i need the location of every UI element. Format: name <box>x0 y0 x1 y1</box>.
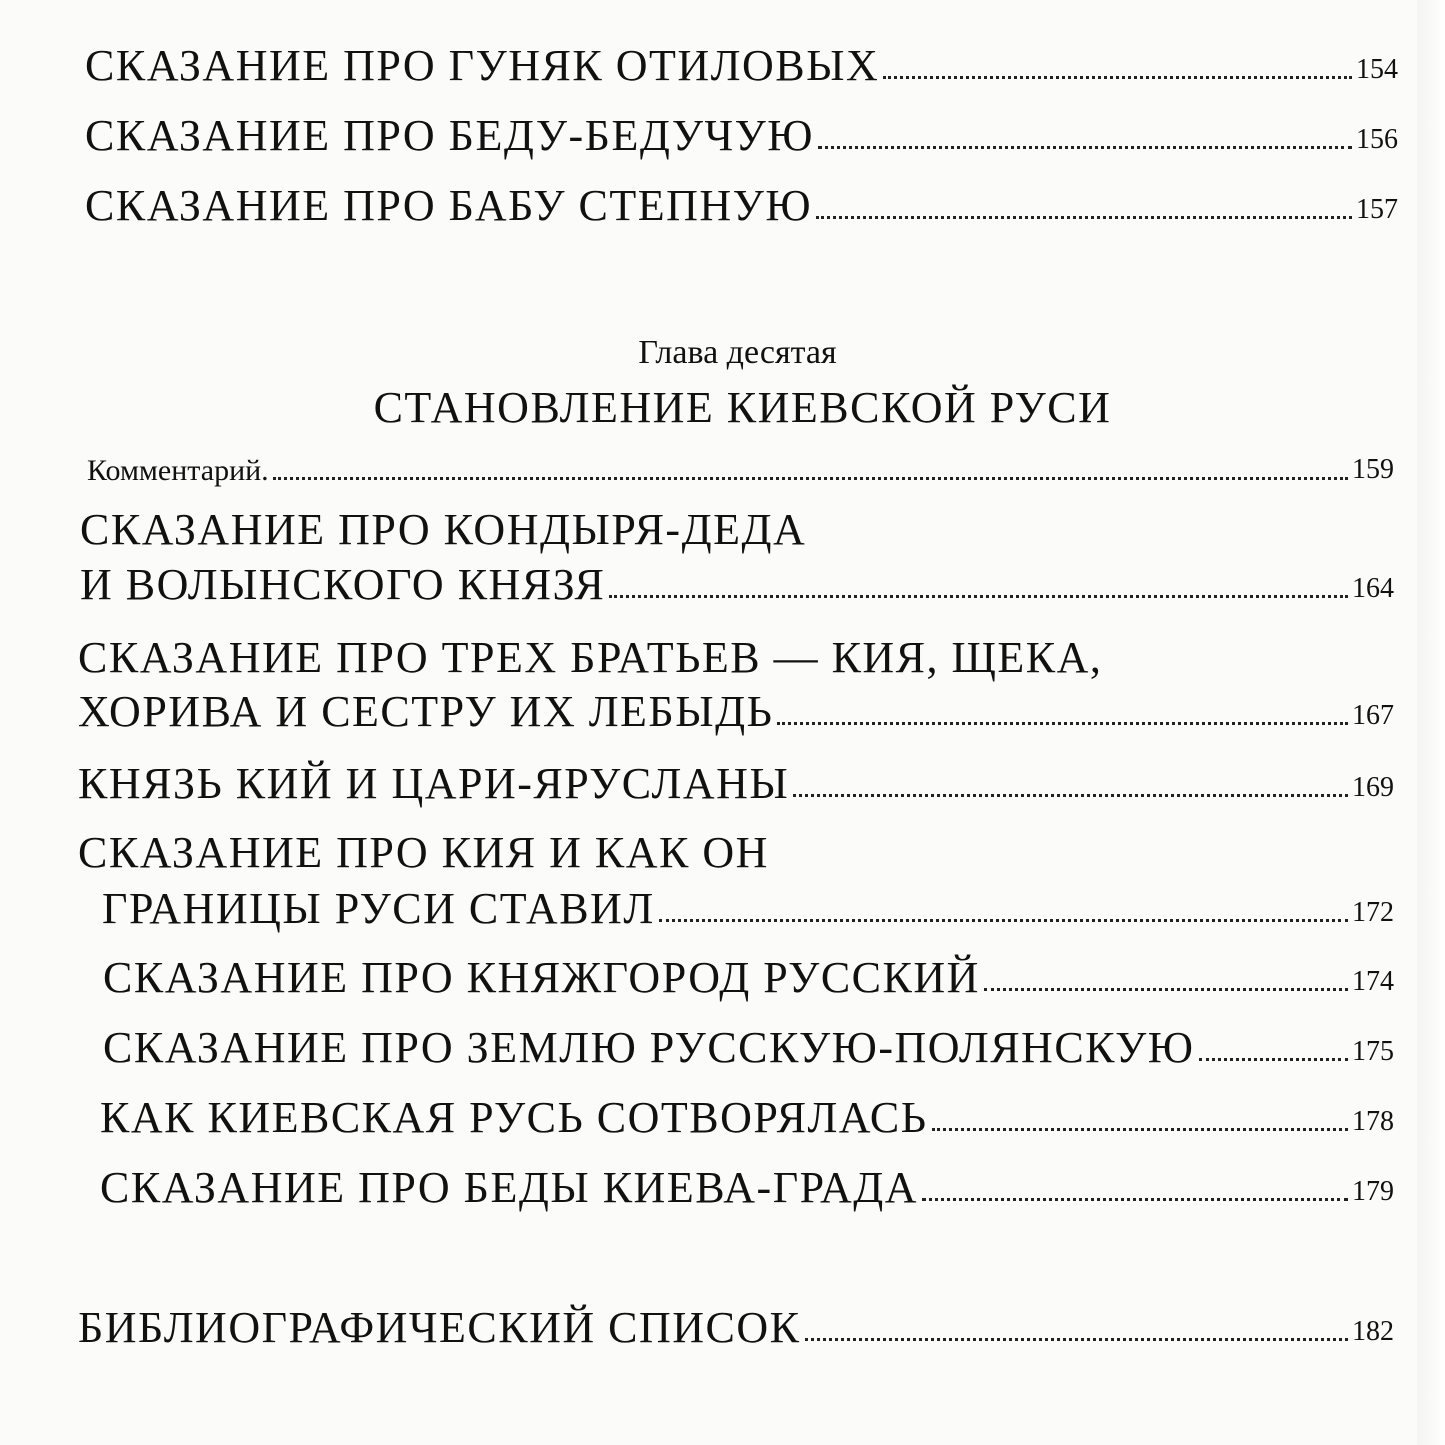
toc-entry-label: ХОРИВА И СЕСТРУ ИХ ЛЕБЫДЬ <box>78 687 774 736</box>
toc-page-number: 178 <box>1352 1106 1394 1137</box>
leader-dots <box>818 146 1352 149</box>
toc-entry-label: КНЯЗЬ КИЙ И ЦАРИ-ЯРУСЛАНЫ <box>78 759 790 808</box>
toc-page-number: 164 <box>1352 573 1394 604</box>
toc-entry-label: СКАЗАНИЕ ПРО БЕДУ-БЕДУЧУЮ <box>85 111 814 160</box>
leader-dots <box>805 1338 1348 1341</box>
toc-page-number: 156 <box>1356 124 1398 155</box>
toc-page-number: 169 <box>1352 772 1394 803</box>
toc-entry-line: СКАЗАНИЕ ПРО КОНДЫРЯ-ДЕДА <box>80 505 807 554</box>
toc-entry-commentary[interactable] <box>0 456 1394 486</box>
toc-entry-label: СКАЗАНИЕ ПРО ЗЕМЛЮ РУССКУЮ-ПОЛЯНСКУЮ <box>103 1023 1195 1072</box>
toc-entry-label: СКАЗАНИЕ ПРО ГУНЯК ОТИЛОВЫХ <box>85 41 880 90</box>
toc-entry-knyazhgorod[interactable] <box>0 953 1394 1002</box>
toc-entry-label: СКАЗАНИЕ ПРО КНЯЖГОРОД РУССКИЙ <box>103 953 980 1002</box>
leader-dots <box>793 794 1348 797</box>
toc-entry-line: СКАЗАНИЕ ПРО КИЯ И КАК ОН <box>78 828 769 877</box>
leader-dots <box>659 919 1348 922</box>
leader-dots <box>816 216 1352 219</box>
toc-page-number: 179 <box>1352 1176 1394 1207</box>
toc-entry-label: СКАЗАНИЕ ПРО БАБУ СТЕПНУЮ <box>85 181 813 230</box>
toc-entry-label: КАК КИЕВСКАЯ РУСЬ СОТВОРЯЛАСЬ <box>100 1093 928 1142</box>
leader-dots <box>922 1198 1348 1201</box>
toc-entry-baba-stepnaya[interactable] <box>0 181 1398 230</box>
toc-entry-bedy-kieva[interactable] <box>0 1163 1394 1212</box>
toc-page-number: 172 <box>1352 897 1394 928</box>
toc-page-number: 154 <box>1356 54 1398 85</box>
toc-entry-kievskaya-rus[interactable] <box>0 1093 1394 1142</box>
toc-entry-guniak[interactable] <box>0 41 1398 90</box>
toc-page-number: 175 <box>1352 1036 1394 1067</box>
toc-page-number: 182 <box>1352 1316 1394 1347</box>
leader-dots <box>883 76 1352 79</box>
leader-dots <box>609 595 1348 598</box>
toc-entry-kondyr[interactable] <box>0 560 1394 609</box>
toc-page-number: 174 <box>1352 966 1394 997</box>
chapter-label: Глава десятая <box>638 334 837 371</box>
toc-entry-label: И ВОЛЫНСКОГО КНЯЗЯ <box>80 560 606 609</box>
toc-page-number: 167 <box>1352 700 1394 731</box>
toc-entry-zemlya[interactable] <box>0 1023 1394 1072</box>
toc-entry-label: БИБЛИОГРАФИЧЕСКИЙ СПИСОК <box>78 1303 801 1352</box>
toc-entry-kiy-yaruslany[interactable] <box>0 759 1394 808</box>
toc-entry-label: ГРАНИЦЫ РУСИ СТАВИЛ <box>102 884 655 933</box>
toc-entry-three-brothers[interactable] <box>0 687 1394 736</box>
toc-page-number: 157 <box>1356 194 1398 225</box>
toc-entry-bibliography[interactable] <box>0 1303 1394 1352</box>
toc-entry-line: СКАЗАНИЕ ПРО ТРЕХ БРАТЬЕВ — КИЯ, ЩЕКА, <box>78 633 1103 682</box>
toc-entry-kiy-borders[interactable] <box>0 884 1394 933</box>
leader-dots <box>984 988 1348 991</box>
toc-entry-label: СКАЗАНИЕ ПРО БЕДЫ КИЕВА-ГРАДА <box>100 1163 919 1212</box>
leader-dots <box>1199 1058 1348 1061</box>
leader-dots <box>777 722 1348 725</box>
toc-entry-beda-beduchaya[interactable] <box>0 111 1398 160</box>
chapter-title: СТАНОВЛЕНИЕ КИЕВСКОЙ РУСИ <box>373 383 1112 432</box>
toc-page-number: 159 <box>1352 454 1394 485</box>
leader-dots <box>273 477 1348 480</box>
toc-entry-label: Комментарий. <box>87 454 269 487</box>
leader-dots <box>932 1128 1349 1131</box>
